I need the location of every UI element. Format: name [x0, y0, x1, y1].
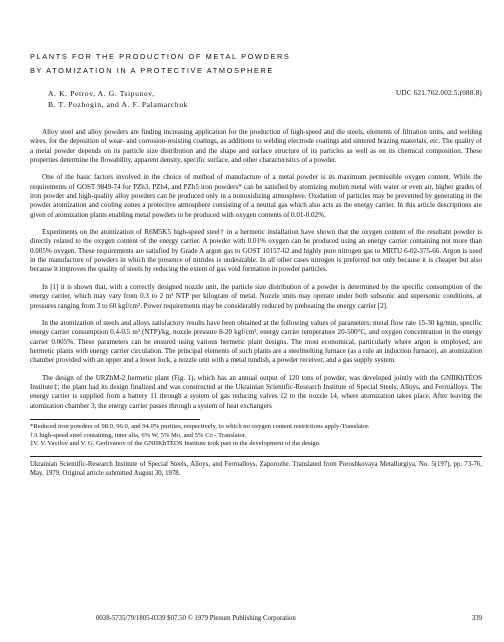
paragraph-1: Alloy steel and alloy powders are finding increasing application for the production of high-speed and die steels, elements of filtration units, and welding wires, for the deposition of wear- and corrosion-resisting coatings, as additions to welding electrode coatings and sintered brazing materials, etc. The quality of a metal powder depends on its particle size distribution and the shape and surface structure of its particles as well as on its chemical composition. These properties determine the flowability, apparent density, specific surface, and other characteristics of a powder. — [30, 128, 482, 165]
title-line-1: PLANTS FOR THE PRODUCTION OF METAL POWDERS — [30, 52, 291, 61]
authors-line-1: A. K. Petrov, A. G. Tsipunov, — [48, 89, 155, 98]
page-footer — [30, 615, 482, 622]
article — [30, 50, 482, 478]
paragraph-4: In [1] it is shown that, with a correctly designed nozzle unit, the particle size distribution of a powder is determined by the specific consumption of the energy carrier, which may vary from 0.3 to 2 m³ NTP per kilogram of metal. Nozzle units may operate under both subsonic and supersonic conditions, at pressures ranging from 3 to 60 kgf/cm². Power requirements may be considerably reduced by preheating the energy carrier [2]. — [30, 282, 482, 310]
byline — [30, 88, 482, 110]
footnote-3: ‡V. V. Vavilov and V. G. Gerlivanov of the GNIIKhTÉOS Institute took part in the development of the design. — [30, 440, 321, 448]
paragraph-6: The design of the URZhM-2 hermetic plant (Fig. 1), which has an annual output of 120 tons of powder, was developed jointly with the GNIIKhTÉOS Institute‡; the plant had its design finalized and was constructed at the Ukrainian Scientific-Research Institute of Special Steels, Alloys, and Ferroalloys. The energy carrier is supplied from a battery 11 through a system of gas reducing valves 12 to the nozzle 14, where atomization takes place. After leaving the atomization chamber 3, the energy carrier passes through a system of heat exchangers — [30, 373, 482, 410]
footnote-divider — [30, 419, 200, 420]
footnote-1: *Reduced iron powders of 98.0, 96.0, and 94.0% purities, respectively, to which no oxygen content restrictions apply-Translator. — [30, 422, 370, 430]
authors — [30, 88, 188, 110]
paragraph-3: Experiments on the atomization of R6M5K5 high-speed steel† in a hermetic installation have shown that the oxygen content of the resultant powder is directly related to the oxygen content of the energy carrier. A powder with 0.01% oxygen can be produced using an energy carrier containing not more than 0.005% oxygen. These requirements are satisfied by Grade A argon gas to GOST 10157-62 and highly pure nitrogen gas to MRTU 6-02-375-66. Argon is used in the manufacture of powders in which the presence of nitrides is undesirable. In all other cases nitrogen is preferred not only because it is cheaper but also because it improves the quality of steels by reducing the extent of gas void formation in powder particles. — [30, 228, 482, 274]
affiliation-note: Ukrainian Scientific-Research Institute of Special Steels, Alloys, and Ferroalloys, Zaporozhe. Translated from Poroshkovaya Metallurgiya, No. 5(197), pp. 73-76, May, 1979. Original article submitted August 30, 1978. — [30, 456, 482, 478]
article-body — [30, 128, 482, 411]
article-title — [30, 50, 482, 78]
copyright-code: 0038-5735/79/1805-0339 $07.50 © 1979 Plenum Publishing Corporation — [96, 615, 296, 622]
title-line-2: BY ATOMIZATION IN A PROTECTIVE ATMOSPHERE — [30, 66, 274, 75]
footnotes — [30, 423, 482, 449]
authors-line-2: B. T. Pozhogin, and A. F. Palamarchuk — [48, 100, 189, 109]
page-number: 339 — [471, 615, 482, 622]
udc-code: UDC 621.762.002.5.(088.8) — [395, 89, 482, 97]
paragraph-5: In the atomization of steels and alloys satisfactory results have been obtained at the following values of parameters: metal flow rate 15-30 kg/min, specific energy carrier consumption 0.4-0.5 m³ (NTP)/kg, nozzle pressure 8-20 kgf/cm², energy carrier temperature 20-500°C, and oxygen concentration in the energy carrier 0.005%. These parameters can be ensured using various hermetic plant designs. The most economical, particularly where argon is employed, are hermetic plants with energy carrier circulation. The principal elements of such plants are a steelmelting furnace (as a rule an induction furnace), an atomization chamber provided with an upper and a lower lock, a nozzle unit with a metal tundish, a powder receiver, and a gas supply system. — [30, 318, 482, 365]
footnote-2: †A high-speed steel containing, inter alia, 6% W, 5% Mo, and 5% Co - Translator. — [30, 431, 247, 439]
paragraph-2: One of the basic factors involved in the choice of method of manufacture of a metal powder is its maximum permissible oxygen content. While the requirements of GOST 9849-74 for PZh3, PZh4, and PZh5 iron powders* can be satisfied by atomizing molten metal with water or even air, higher grades of iron powder and high-quality alloy powders can be produced only in a nonoxidizing atmosphere. Oxidation of particles may be prevented by generating in the powder atomization and cooling zones a protective atmosphere consisting of a neutral gas which also acts as the energy carrier. In this article descriptions are given of atomization plants enabling metal powders to be produced with oxygen contents of 0.01-0.02%. — [30, 173, 482, 219]
